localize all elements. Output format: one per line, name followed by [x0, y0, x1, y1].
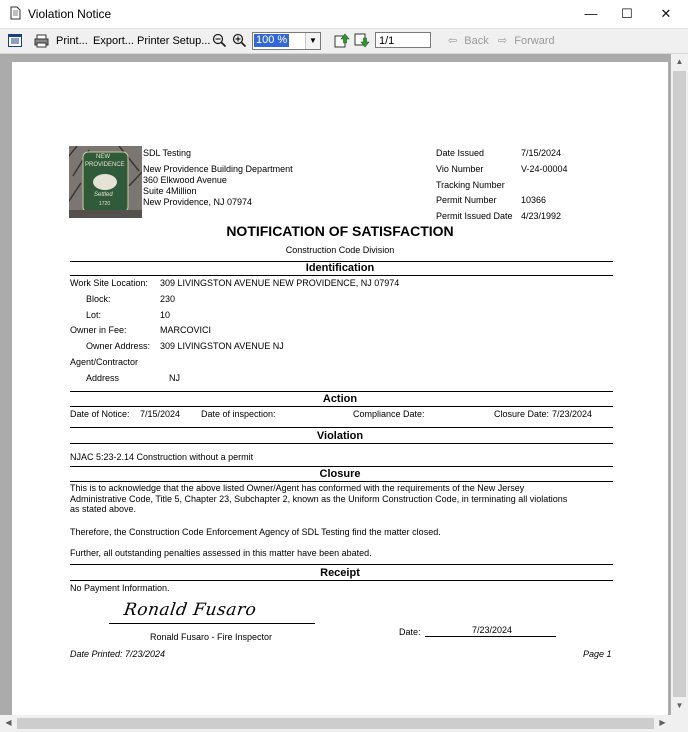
zoom-out-icon — [212, 33, 227, 48]
tracking-number-label: Tracking Number — [436, 180, 505, 190]
closure-paragraph-2: Therefore, the Construction Code Enforcement Agency of SDL Testing find the matter closed. — [70, 527, 441, 537]
close-button[interactable]: ✕ — [660, 6, 672, 21]
notice-date-value: 7/15/2024 — [140, 409, 181, 419]
page-number: Page 1 — [583, 649, 612, 659]
forward-button[interactable] — [498, 31, 555, 51]
org-address-block — [143, 148, 293, 208]
divider — [70, 466, 613, 467]
org-suite: Suite 4Million — [143, 186, 197, 196]
vio-number-label: Vio Number — [436, 164, 484, 174]
permit-issued-label: Permit Issued Date — [436, 211, 513, 221]
arrow-right-icon: ⇨ — [498, 35, 508, 47]
permit-number-label: Permit Number — [436, 195, 497, 205]
scroll-up-icon[interactable]: ▲ — [675, 57, 684, 66]
divider — [70, 406, 613, 407]
owner-label: Owner in Fee: — [70, 325, 127, 335]
receipt-heading: Receipt — [320, 567, 360, 579]
identification-heading: Identification — [305, 262, 375, 274]
org-street: 360 Elkwood Avenue — [143, 175, 227, 185]
block-value: 230 — [160, 294, 176, 304]
divider — [70, 580, 613, 581]
maximize-button[interactable]: ☐ — [621, 6, 633, 21]
vertical-scroll-thumb[interactable] — [673, 71, 686, 697]
toggle-tree-button[interactable] — [6, 31, 24, 51]
violation-heading: Violation — [316, 430, 364, 442]
closure-paragraph-1 — [70, 483, 567, 515]
horizontal-scrollbar[interactable] — [0, 715, 671, 732]
signer-name: Ronald Fusaro - Fire Inspector — [150, 632, 273, 642]
minimize-button[interactable]: — — [584, 6, 598, 21]
permit-number-value: 10366 — [521, 195, 547, 205]
printer-setup-button[interactable]: Printer Setup... — [137, 35, 211, 47]
divider — [70, 427, 613, 428]
zoom-in-button[interactable] — [231, 31, 249, 51]
notice-date-label: Date of Notice: — [70, 409, 130, 419]
closure-date-value: 7/23/2024 — [552, 409, 593, 419]
window-title: Violation Notice — [28, 7, 112, 21]
logo-text-3: Settled — [94, 192, 113, 198]
signature-line — [109, 623, 315, 624]
org-dept: New Providence Building Department — [143, 164, 293, 174]
vertical-scrollbar[interactable] — [671, 54, 688, 715]
agent-address-value: NJ — [169, 373, 180, 383]
page-up-button[interactable] — [334, 31, 352, 51]
zoom-value: 100 % — [256, 34, 288, 46]
owner-address-value: 309 LIVINGSTON AVENUE NJ — [160, 341, 284, 351]
print-button[interactable] — [34, 31, 88, 51]
agent-address-label: Address — [86, 373, 120, 383]
divider — [70, 481, 613, 482]
back-label: Back — [464, 35, 489, 47]
date-printed: Date Printed: 7/23/2024 — [70, 649, 166, 659]
lot-value: 10 — [160, 310, 171, 320]
closure-line: as stated above. — [70, 504, 137, 514]
vio-number-value: V-24-00004 — [521, 164, 568, 174]
date-issued-value: 7/15/2024 — [521, 148, 562, 158]
closure-paragraph-3: Further, all outstanding penalties assessed in this matter have been abated. — [70, 548, 372, 558]
lot-label: Lot: — [86, 310, 102, 320]
divider — [70, 391, 613, 392]
org-name: SDL Testing — [143, 148, 192, 158]
signature-date: 7/23/2024 — [472, 625, 513, 635]
page-down-icon — [354, 33, 370, 48]
work-site-value: 309 LIVINGSTON AVENUE NEW PROVIDENCE, NJ 07974 — [160, 278, 400, 288]
scroll-corner — [671, 715, 688, 732]
logo-text-2: PROVIDENCE — [85, 162, 125, 168]
receipt-text: No Payment Information. — [70, 583, 170, 593]
org-city: New Providence, NJ 07974 — [143, 197, 253, 207]
date-line — [425, 636, 556, 637]
divider — [70, 443, 613, 444]
title-bar — [0, 0, 688, 29]
block-label: Block: — [86, 294, 111, 304]
zoom-out-button[interactable] — [211, 31, 229, 51]
page-up-icon — [334, 33, 350, 48]
printer-icon — [34, 34, 49, 48]
page-down-button[interactable] — [354, 31, 372, 51]
report-page — [12, 62, 668, 715]
document-icon — [8, 6, 22, 20]
violation-text: NJAC 5:23-2.14 Construction without a permit — [70, 452, 254, 462]
report-title: NOTIFICATION OF SATISFACTION — [226, 223, 454, 239]
logo-text-1: NEW — [96, 154, 110, 160]
panel-icon — [8, 34, 22, 47]
report-viewport — [0, 54, 671, 715]
date-issued-label: Date Issued — [436, 148, 485, 158]
horizontal-scroll-thumb[interactable] — [17, 718, 654, 729]
owner-address-label: Owner Address: — [86, 341, 151, 351]
forward-label: Forward — [514, 35, 555, 47]
permit-issued-value: 4/23/1992 — [521, 211, 562, 221]
agent-label: Agent/Contractor — [70, 357, 139, 367]
closure-date-label: Closure Date: — [494, 409, 550, 419]
export-button[interactable]: Export... — [93, 35, 134, 47]
logo-text-4: 1720 — [99, 201, 111, 207]
closure-line: Administrative Code, Title 5, Chapter 23, Subchapter 2, known as the Uniform Construction Code, in terminating all violations — [70, 493, 568, 504]
zoom-select[interactable] — [252, 32, 321, 50]
arrow-left-icon: ⇦ — [448, 35, 458, 47]
divider — [70, 275, 613, 276]
chevron-down-icon[interactable]: ▼ — [305, 33, 320, 49]
toolbar — [0, 29, 688, 54]
date-label: Date: — [399, 627, 421, 637]
inspection-date-label: Date of inspection: — [201, 409, 276, 419]
signature-script: Ronald Fusaro — [122, 600, 258, 620]
zoom-in-icon — [232, 33, 247, 48]
scroll-right-icon[interactable]: ▶ — [659, 718, 666, 727]
print-label: Print... — [56, 35, 88, 47]
back-button[interactable] — [448, 31, 489, 51]
page-number-field[interactable]: 1/1 — [375, 32, 431, 48]
work-site-label: Work Site Location: — [70, 278, 148, 288]
divider — [70, 564, 613, 565]
scroll-down-icon[interactable]: ▼ — [675, 701, 684, 710]
scroll-left-icon[interactable]: ◀ — [5, 718, 12, 727]
closure-line: This is to acknowledge that the above listed Owner/Agent has conformed with the requirements of the New Jersey — [70, 483, 525, 493]
owner-value: MARCOVICI — [160, 325, 212, 335]
report-subtitle: Construction Code Division — [285, 245, 395, 255]
compliance-date-label: Compliance Date: — [353, 409, 425, 419]
closure-heading: Closure — [319, 468, 361, 480]
action-heading: Action — [322, 393, 358, 405]
